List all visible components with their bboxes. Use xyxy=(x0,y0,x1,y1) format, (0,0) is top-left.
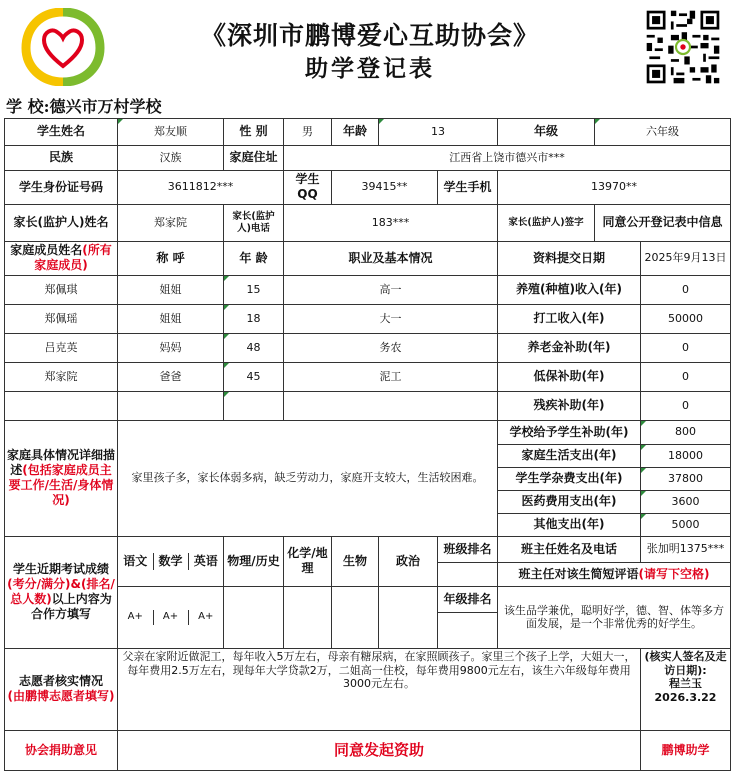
scores-label-extra: 以上内容为合作方填写 xyxy=(30,592,112,622)
pension-value: 0 xyxy=(641,333,731,362)
family-member-job: 大一 xyxy=(284,304,498,333)
guardian-phone-value: 183*** xyxy=(284,204,498,241)
tuition-value: 37800 xyxy=(641,467,731,490)
submit-date-label: 资料提交日期 xyxy=(498,241,641,275)
scores-label-text: 学生近期考试成绩 xyxy=(12,562,109,577)
opinion-label: 协会捐助意见 xyxy=(5,730,118,770)
scores-label-note: (考分/满分)&(排名/总人数) xyxy=(7,577,115,607)
subject-header-split xyxy=(118,553,223,570)
farm-income-value: 0 xyxy=(641,275,731,304)
form-header xyxy=(0,0,734,92)
guardian-sign-label: 家长(监护人)签字 xyxy=(498,204,595,241)
family-col-title: 称 呼 xyxy=(118,241,224,275)
subject-physics-history: 物理/历史 xyxy=(224,536,284,586)
score-biology xyxy=(332,586,379,648)
address-label: 家庭住址 xyxy=(224,145,284,170)
age-label: 年龄 xyxy=(332,119,379,146)
subject-math: 数学 xyxy=(153,553,188,570)
school-aid-value: 800 xyxy=(641,420,731,444)
family-member-title: 妈妈 xyxy=(118,333,224,362)
subject-politics: 政治 xyxy=(379,536,438,586)
score-chinese: A+ xyxy=(118,610,153,625)
teacher-value: 张加明1375*** xyxy=(641,536,731,562)
work-income-value: 50000 xyxy=(641,304,731,333)
class-rank-label: 班级排名 xyxy=(438,536,498,562)
family-member-name: 郑家院 xyxy=(5,362,118,391)
registration-table xyxy=(4,118,731,771)
family-member-name: 郑佩瑶 xyxy=(5,304,118,333)
guardian-value: 郑家院 xyxy=(118,204,224,241)
family-member-job: 泥工 xyxy=(284,362,498,391)
empty-cell xyxy=(224,391,284,420)
subject-biology: 生物 xyxy=(332,536,379,586)
student-name: 郑友顺 xyxy=(118,119,224,146)
comment-label-text: 班主任对该生简短评语 xyxy=(518,566,639,581)
verify-label-note: (由鹏博志愿者填写) xyxy=(7,689,115,704)
family-member-title: 姐姐 xyxy=(118,275,224,304)
form-subtitle: 助学登记表 xyxy=(305,55,435,82)
signer-name: 程兰玉 xyxy=(669,677,702,691)
age-value: 13 xyxy=(379,119,498,146)
opinion-value: 同意发起资助 xyxy=(118,730,641,770)
family-header-note: (所有家庭成员) xyxy=(34,243,112,273)
phone-label: 学生手机 xyxy=(438,170,498,204)
family-member-age: 15 xyxy=(224,275,284,304)
association-logo-icon xyxy=(20,8,106,86)
ethnicity-label: 民族 xyxy=(5,145,118,170)
subject-header-group xyxy=(118,536,224,586)
score-english: A+ xyxy=(198,611,214,622)
score-politics xyxy=(379,586,438,648)
family-member-age: 45 xyxy=(224,362,284,391)
family-member-age: 18 xyxy=(224,304,284,333)
guardian-label: 家长(监护人)姓名 xyxy=(5,204,118,241)
tuition-label: 学生学杂费支出(年) xyxy=(498,467,641,490)
school-aid-label: 学校给予学生补助(年) xyxy=(498,420,641,444)
grade-value: 六年级 xyxy=(595,119,731,146)
disability-value: 0 xyxy=(641,391,731,420)
score-math: A+ xyxy=(153,610,188,625)
family-member-job: 高一 xyxy=(284,275,498,304)
family-col-job: 职业及基本情况 xyxy=(284,241,498,275)
guardian-phone-label: 家长(监护人)电话 xyxy=(224,204,284,241)
verify-label xyxy=(5,648,118,730)
family-member-name: 郑佩琪 xyxy=(5,275,118,304)
qq-value: 39415** xyxy=(332,170,438,204)
situation-label-text: 家庭具体情况详细描述 xyxy=(7,448,116,478)
situation-text: 家里孩子多，家长体弱多病，缺乏劳动力，家庭开支较大，生活较困难。 xyxy=(118,420,498,536)
disability-label: 残疾补助(年) xyxy=(498,391,641,420)
visit-date: 2026.3.22 xyxy=(654,691,717,704)
opinion-brand: 鹏博助学 xyxy=(641,730,731,770)
subject-chemistry-geography: 化学/地理 xyxy=(284,536,332,586)
consent-text: 同意公开登记表中信息 xyxy=(595,204,731,241)
comment-label xyxy=(498,562,731,586)
id-label: 学生身份证号码 xyxy=(5,170,118,204)
id-value: 3611812*** xyxy=(118,170,284,204)
comment-label-note: (请写下空格) xyxy=(638,566,710,581)
work-income-label: 打工收入(年) xyxy=(498,304,641,333)
scores-label xyxy=(5,536,118,648)
verify-text: 父亲在家附近做泥工，每年收入5万左右，母亲有糖尿病，在家照顾孩子。家里三个孩子上学，大姐大一，每年费用2.5万左右，现每年大学贷款2万，二姐高一住校，每年费用9800元左右，该生六年级每年费用3000元左右。 xyxy=(118,648,641,730)
signer-label: (核实人签名及走访日期): xyxy=(644,649,727,677)
farm-income-label: 养殖(种植)收入(年) xyxy=(498,275,641,304)
qr-code-icon xyxy=(644,8,722,86)
living-label: 家庭生活支出(年) xyxy=(498,444,641,467)
qq-label: 学生QQ xyxy=(284,170,332,204)
other-label: 其他支出(年) xyxy=(498,513,641,536)
submit-date-value: 2025年9月13日 xyxy=(641,241,731,275)
empty-cell xyxy=(284,391,498,420)
subject-score-group xyxy=(118,586,224,648)
family-member-job: 务农 xyxy=(284,333,498,362)
family-member-title: 姐姐 xyxy=(118,304,224,333)
gender-label: 性 别 xyxy=(224,119,284,146)
verify-label-text: 志愿者核实情况 xyxy=(18,674,103,689)
family-col-age: 年 龄 xyxy=(224,241,284,275)
ethnicity-value: 汉族 xyxy=(118,145,224,170)
subject-score-split xyxy=(118,610,223,625)
teacher-comment: 该生品学兼优，聪明好学，德、智、体等多方面发展，是一个非常优秀的好学生。 xyxy=(498,586,731,648)
gender-value: 男 xyxy=(284,119,332,146)
grade-rank-label: 年级排名 xyxy=(438,586,498,612)
subject-english: 英语 xyxy=(193,553,218,568)
phone-value: 13970** xyxy=(498,170,731,204)
empty-cell xyxy=(118,391,224,420)
student-name-label: 学生姓名 xyxy=(5,119,118,146)
family-header-text: 家庭成员姓名 xyxy=(10,243,83,258)
family-member-title: 爸爸 xyxy=(118,362,224,391)
family-member-name: 吕克英 xyxy=(5,333,118,362)
medical-label: 医药费用支出(年) xyxy=(498,490,641,513)
situation-label-note: (包括家庭成员主要工作/生活/身体情况) xyxy=(8,463,114,508)
form-title: 《深圳市鹏博爱心互助协会》 xyxy=(200,21,539,50)
class-rank-value xyxy=(438,562,498,586)
family-header-label xyxy=(5,241,118,275)
medical-value: 3600 xyxy=(641,490,731,513)
other-value: 5000 xyxy=(641,513,731,536)
score-chemistry-geography xyxy=(284,586,332,648)
address-value: 江西省上饶市德兴市*** xyxy=(284,145,731,170)
family-member-age: 48 xyxy=(224,333,284,362)
grade-rank-value xyxy=(438,612,498,648)
score-physics-history xyxy=(224,586,284,648)
living-value: 18000 xyxy=(641,444,731,467)
situation-label xyxy=(5,420,118,536)
empty-cell xyxy=(5,391,118,420)
pension-label: 养老金补助(年) xyxy=(498,333,641,362)
teacher-label: 班主任姓名及电话 xyxy=(498,536,641,562)
school-name: 学 校:德兴市万村学校 xyxy=(6,97,162,116)
low-income-value: 0 xyxy=(641,362,731,391)
grade-label: 年级 xyxy=(498,119,595,146)
low-income-label: 低保补助(年) xyxy=(498,362,641,391)
signer-block xyxy=(641,648,731,730)
subject-chinese: 语文 xyxy=(118,553,153,570)
